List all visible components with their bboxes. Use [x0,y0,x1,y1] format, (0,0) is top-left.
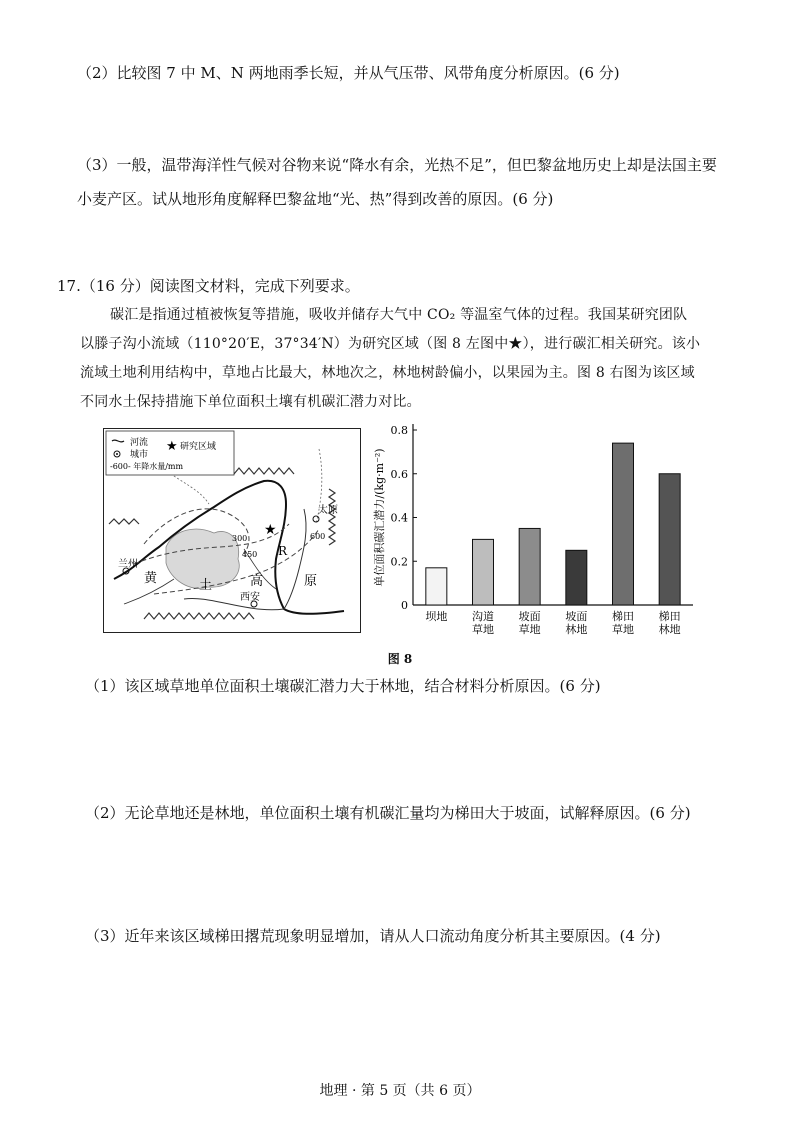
legend-river-label: 河流 [130,438,149,448]
q16-part2: （2）比较图 7 中 M、N 两地雨季长短，并从气压带、风带角度分析原因。(6 分) [77,64,620,82]
x-tick-label: 沟道 [472,610,494,623]
mountain-range-qinling [144,613,254,619]
x-tick-label: 梯田 [612,610,634,623]
q17-part3: （3）近年来该区域梯田撂荒现象明显增加，请从人口流动角度分析其主要原因。(4 分) [85,927,661,945]
x-tick-label: 坡面 [565,610,588,623]
river-tributary-1 [184,598,284,609]
label-yuan: 原 [304,574,318,589]
y-tick-label: 0.4 [390,511,408,525]
y-axis-label: 单位面积碳汇潜力/(kg·m⁻²) [373,448,386,587]
q17-part2: （2）无论草地还是林地，单位面积土壤有机碳汇量均为梯田大于坡面，试解释原因。(6 分) [85,804,691,822]
label-xian: 西安 [240,592,260,603]
label-iso-300: 300 [232,534,248,543]
carbon-sink-bar-chart [368,420,700,645]
mountain-range-north [224,468,294,474]
legend-precip-label: -600- 年降水量/mm [110,462,184,471]
label-R: R [278,544,288,558]
q17-text-line1: 碳汇是指通过植被恢复等措施，吸收并储存大气中 CO₂ 等温室气体的过程。我国某研究团队 [110,307,688,323]
q17-text-line2: 以滕子沟小流域（110°20′E，37°34′N）为研究区域（图 8 左图中★），进行碳汇相关研究。该小 [80,336,701,352]
mountain-range-west [109,519,139,524]
label-gao: 高 [250,574,264,589]
q17-part1: （1）该区域草地单位面积土壤碳汇潜力大于林地，结合材料分析原因。(6 分) [85,677,601,695]
x-tick-label: 草地 [612,623,634,636]
figure-caption: 图 8 [387,652,413,666]
legend-study-area-label: 研究区域 [180,442,217,452]
q17-header: 17.（16 分）阅读图文材料，完成下列要求。 [57,277,360,295]
label-iso-450: 450 [242,550,258,559]
x-tick-label: 林地 [565,623,588,636]
bar [659,474,680,605]
label-tu: 土 [199,578,213,593]
bar [473,539,494,605]
study-area-star-icon: ★ [264,522,277,538]
star-icon: ★ [166,439,178,454]
label-lanzhou: 兰州 [118,559,138,570]
q16-part3-line1: （3）一般，温带海洋性气候对谷物来说“降水有余，光热不足”，但巴黎盆地历史上却是法国主要 [77,156,717,174]
y-tick-label: 0.8 [390,424,408,437]
legend-city-label: 城市 [130,450,149,460]
bar [426,568,447,605]
y-tick-label: 0.2 [390,555,408,569]
label-iso-600: 600 [310,532,326,541]
x-tick-label: 坝地 [425,610,448,623]
city-taiyuan-marker [313,516,319,522]
q17-text-line3: 流域土地利用结构中，草地占比最大，林地次之，林地树龄偏小，以果园为主。图 8 右图为该区域 [80,365,695,381]
x-tick-label: 梯田 [658,610,681,623]
x-tick-label: 林地 [658,623,681,636]
label-huang: 黄 [144,571,158,586]
x-tick-label: 草地 [472,623,494,636]
x-tick-label: 坡面 [518,610,541,623]
q17-text-line4: 不同水土保持措施下单位面积土壤有机碳汇潜力对比。 [80,394,421,410]
q16-part3-line2: 小麦产区。试从地形角度解释巴黎盆地“光、热”得到改善的原因。(6 分) [77,190,554,208]
y-tick-label: 0 [401,599,408,612]
mountain-range-taihang [329,489,335,545]
bar [519,528,540,605]
page-footer: 地理 · 第 5 页（共 6 页） [319,1083,481,1099]
loess-plateau-map [103,428,361,633]
x-tick-label: 草地 [518,623,541,636]
bar [613,443,634,605]
label-taiyuan: 太原 [318,505,338,516]
bar [566,550,587,605]
legend-city-dot [116,453,118,455]
y-tick-label: 0.6 [390,467,408,481]
